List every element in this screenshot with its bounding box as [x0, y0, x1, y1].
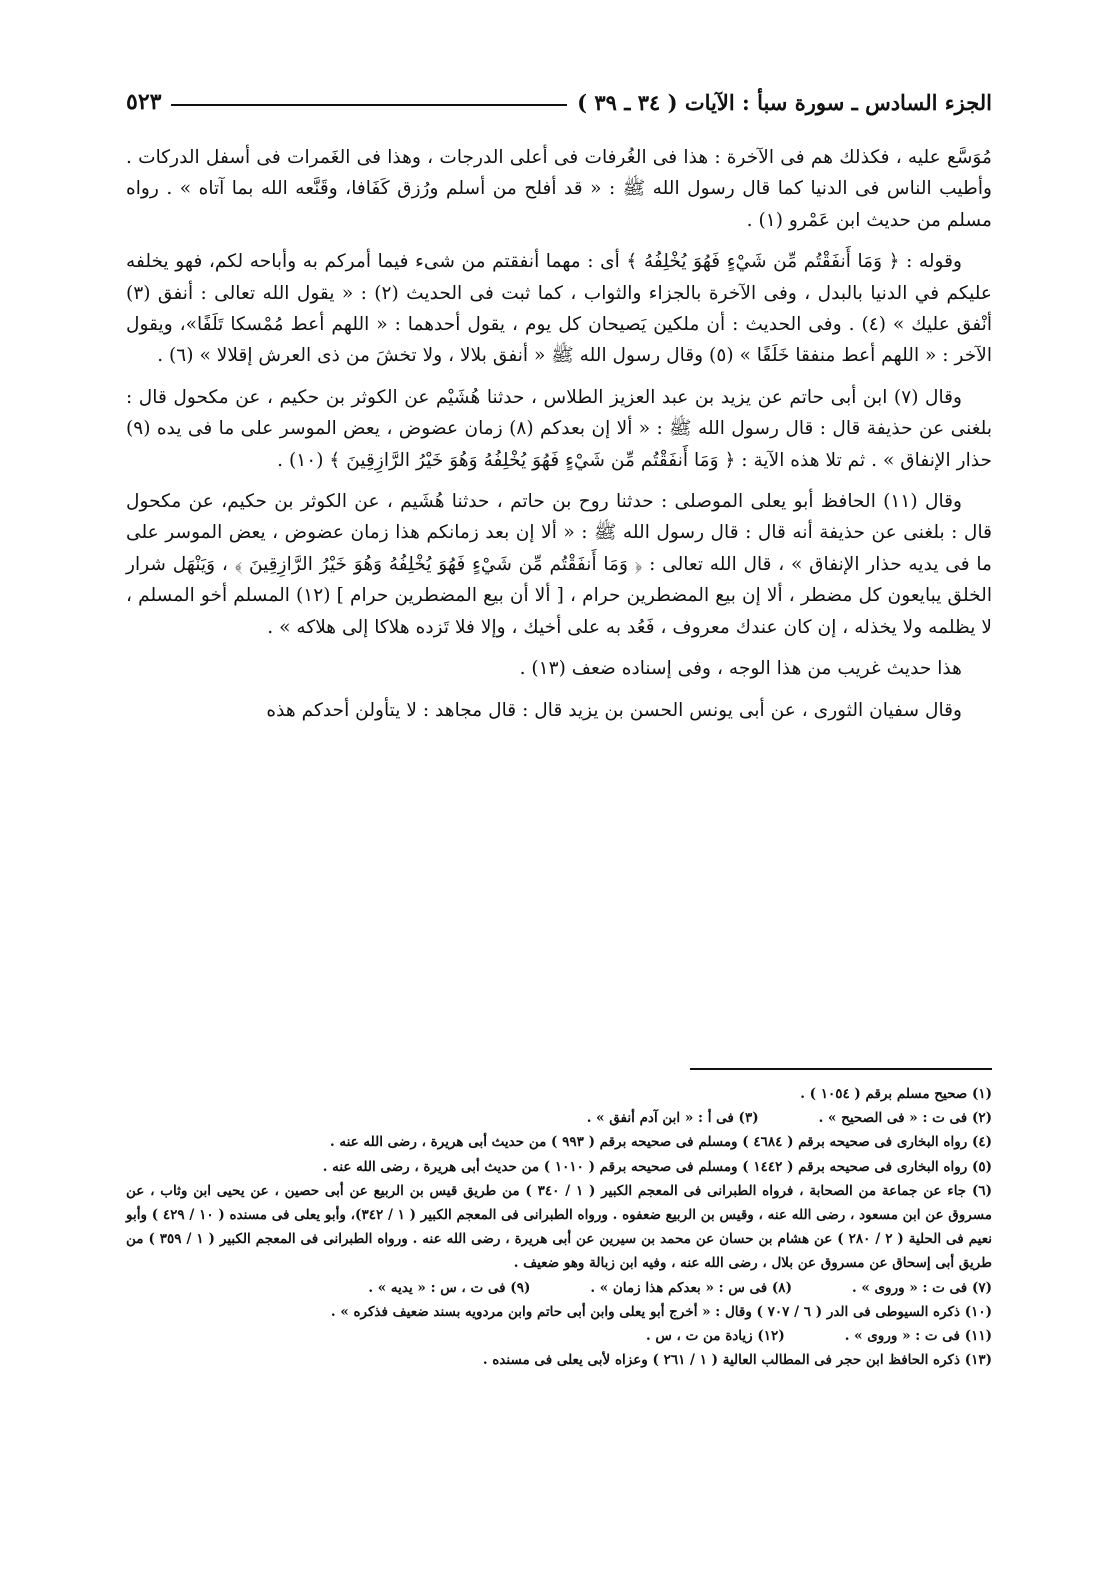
footnote: (٢) فى ت : « فى الصحيح » .	[818, 1110, 992, 1127]
paragraph: وقال (١١) الحافظ أبو يعلى الموصلى : حدثنا روح بن حاتم ، حدثنا هُشَيم ، عن الكوثر بن حكيم، عن مكحول قال : بلغنى عن حذيفة أنه قال : قال رسول الله ﷺ : « ألا إن بعد زمانكم هذا زمان عضوض ، يعض الموسر على ما فى يديه حذار الإنفاق » ، قال الله تعالى : ﴿ وَمَا أَنفَقْتُم مِّن شَيْءٍ فَهُوَ يُخْلِفُهُ وَهُوَ خَيْرُ الرَّازِقِينَ ﴾ ، وَيَنْهَل شرار الخلق يبايعون كل مضطر ، ألا إن بيع المضطرين حرام ، [ ألا أن بيع المضطرين حرام ] (١٢) المسلم أخو المسلم ، لا يظلمه ولا يخذله ، إن كان عندك معروف ، فَعُد به على أخيك ، وإلا فلا تَزده هلاكا إلى هلاكه » .	[126, 491, 992, 638]
paragraph: مُوَسَّع عليه ، فكذلك هم فى الآخرة : هذا فى الغُرفات فى أعلى الدرجات ، وهذا فى الغَمرات فى أسفل الدركات . وأطيب الناس فى الدنيا كما قال رسول الله ﷺ : « قد أفلح من أسلم ورُزق كَفَافا، وقَنَّعه الله بما آتاه » . رواه مسلم من حديث ابن عَمْرو (١) .	[126, 147, 992, 231]
main-text	[126, 142, 992, 736]
header-rule	[171, 104, 567, 106]
footnote: (٦) جاء عن جماعة من الصحابة ، فرواه الطبرانى فى المعجم الكبير ( ١ / ٣٤٠ ) من طريق قيس بن الربيع عن أبى حصين ، عن يحيى ابن وثاب ، عن مسروق عن ابن مسعود ، رضى الله عنه ، وقيس بن الربيع ضعفوه . ورواه الطبرانى فى المعجم الكبير ( ١ / ٣٤٢)، وأبو يعلى فى مسنده ( ١٠ / ٤٢٩ ) وأبو نعيم فى الحلية ( ٢ / ٢٨٠ ) عن هشام بن حسان عن محمد بن سيرين عن أبى هريرة ، رضى الله عنه . ورواه الطبرانى فى المعجم الكبير ( ١ / ٣٥٩ ) من طريق أبى إسحاق عن مسروق عن بلال ، رضى الله عنه ، وفيه ابن زبالة وهو ضعيف .	[126, 1182, 992, 1272]
footnote-separator	[690, 1068, 992, 1070]
paragraph: وقوله : ﴿ وَمَا أَنفَقْتُم مِّن شَيْءٍ فَهُوَ يُخْلِفُهُ ﴾ أى : مهما أنفقتم من شىء فيما أمركم به وأباحه لكم، فهو يخلفه عليكم في الدنيا بالبدل ، وفى الآخرة بالجزاء والثواب ، كما ثبت فى الحديث (٢) : « يقول الله تعالى : أنفق (٣) أنْفق عليك » (٤) . وفى الحديث : أن ملكين يَصيحان كل يوم ، يقول أحدهما : « اللهم أعط مُمْسكا تَلَفًا»، ويقول الآخر : « اللهم أعط منفقا خَلَفًا » (٥) وقال رسول الله ﷺ « أنفق بلالا ، ولا تخشَ من ذى العرش إقلالا » (٦) .	[126, 251, 993, 367]
page-number: ٥٢٣	[126, 89, 162, 115]
footnote: (١) صحيح مسلم برقم ( ١٠٥٤ ) .	[800, 1086, 992, 1102]
footnote: (١٣) ذكره الحافظ ابن حجر فى المطالب العالية ( ١ / ٢٦١ ) وعزاه لأبى يعلى فى مسنده .	[482, 1352, 992, 1369]
footnote: (١٢) زيادة من ت ، س .	[645, 1328, 785, 1345]
footnote: (١١) فى ت : « وروى » .	[844, 1328, 992, 1345]
footnote: (٨) فى س : « بعدكم هذا زمان » .	[590, 1279, 792, 1296]
paragraph: وقال سفيان الثورى ، عن أبى يونس الحسن بن يزيد قال : قال مجاهد : لا يتأولن أحدكم هذه	[266, 699, 962, 721]
footnote: (٥) رواه البخارى فى صحيحه برقم ( ١٤٤٢ ) ومسلم فى صحيحه برقم ( ١٠١٠ ) من حديث أبى هريرة ، رضى الله عنه .	[322, 1158, 992, 1175]
footnote: (٣) فى أ : « ابن آدم أنفق » .	[586, 1110, 759, 1127]
header-title: الجزء السادس ـ سورة سبأ : الآيات ( ٣٤ ـ ٣٩ )	[577, 89, 992, 115]
footnote-row	[126, 1324, 992, 1348]
running-header	[126, 82, 992, 122]
paragraph: وقال (٧) ابن أبى حاتم عن يزيد بن عبد العزيز الطلاس ، حدثنا هُشَيْم عن الكوثر بن حكيم ، عن مكحول قال : بلغنى عن حذيفة قال : قال رسول الله ﷺ : « ألا إن بعدكم (٨) زمان عضوض ، يعض الموسر على ما فى يده (٩) حذار الإنفاق » . ثم تلا هذه الآية : ﴿ وَمَا أَنفَقْتُم مِّن شَيْءٍ فَهُوَ يُخْلِفُهُ وَهُوَ خَيْرُ الرَّازِقِينَ ﴾ (١٠) .	[126, 386, 992, 471]
footnotes	[126, 1082, 992, 1372]
footnote: (١٠) ذكره السيوطى فى الدر ( ٦ / ٧٠٧ ) وقال : « أخرج أبو يعلى وابن أبى حاتم وابن مردويه بسند ضعيف فذكره » .	[330, 1303, 992, 1320]
paragraph: هذا حديث غريب من هذا الوجه ، وفى إسناده ضعف (١٣) .	[519, 658, 962, 680]
footnote: (٤) رواه البخارى فى صحيحه برقم ( ٤٦٨٤ ) ومسلم فى صحيحه برقم ( ٩٩٣ ) من حديث أبى هريرة ، رضى الله عنه .	[329, 1134, 992, 1151]
footnote: (٧) فى ت : « وروى » .	[851, 1279, 992, 1296]
footnote: (٩) فى ت ، س : « يديه » .	[368, 1279, 531, 1296]
footnote-row	[126, 1276, 992, 1300]
footnote-row	[126, 1106, 992, 1130]
